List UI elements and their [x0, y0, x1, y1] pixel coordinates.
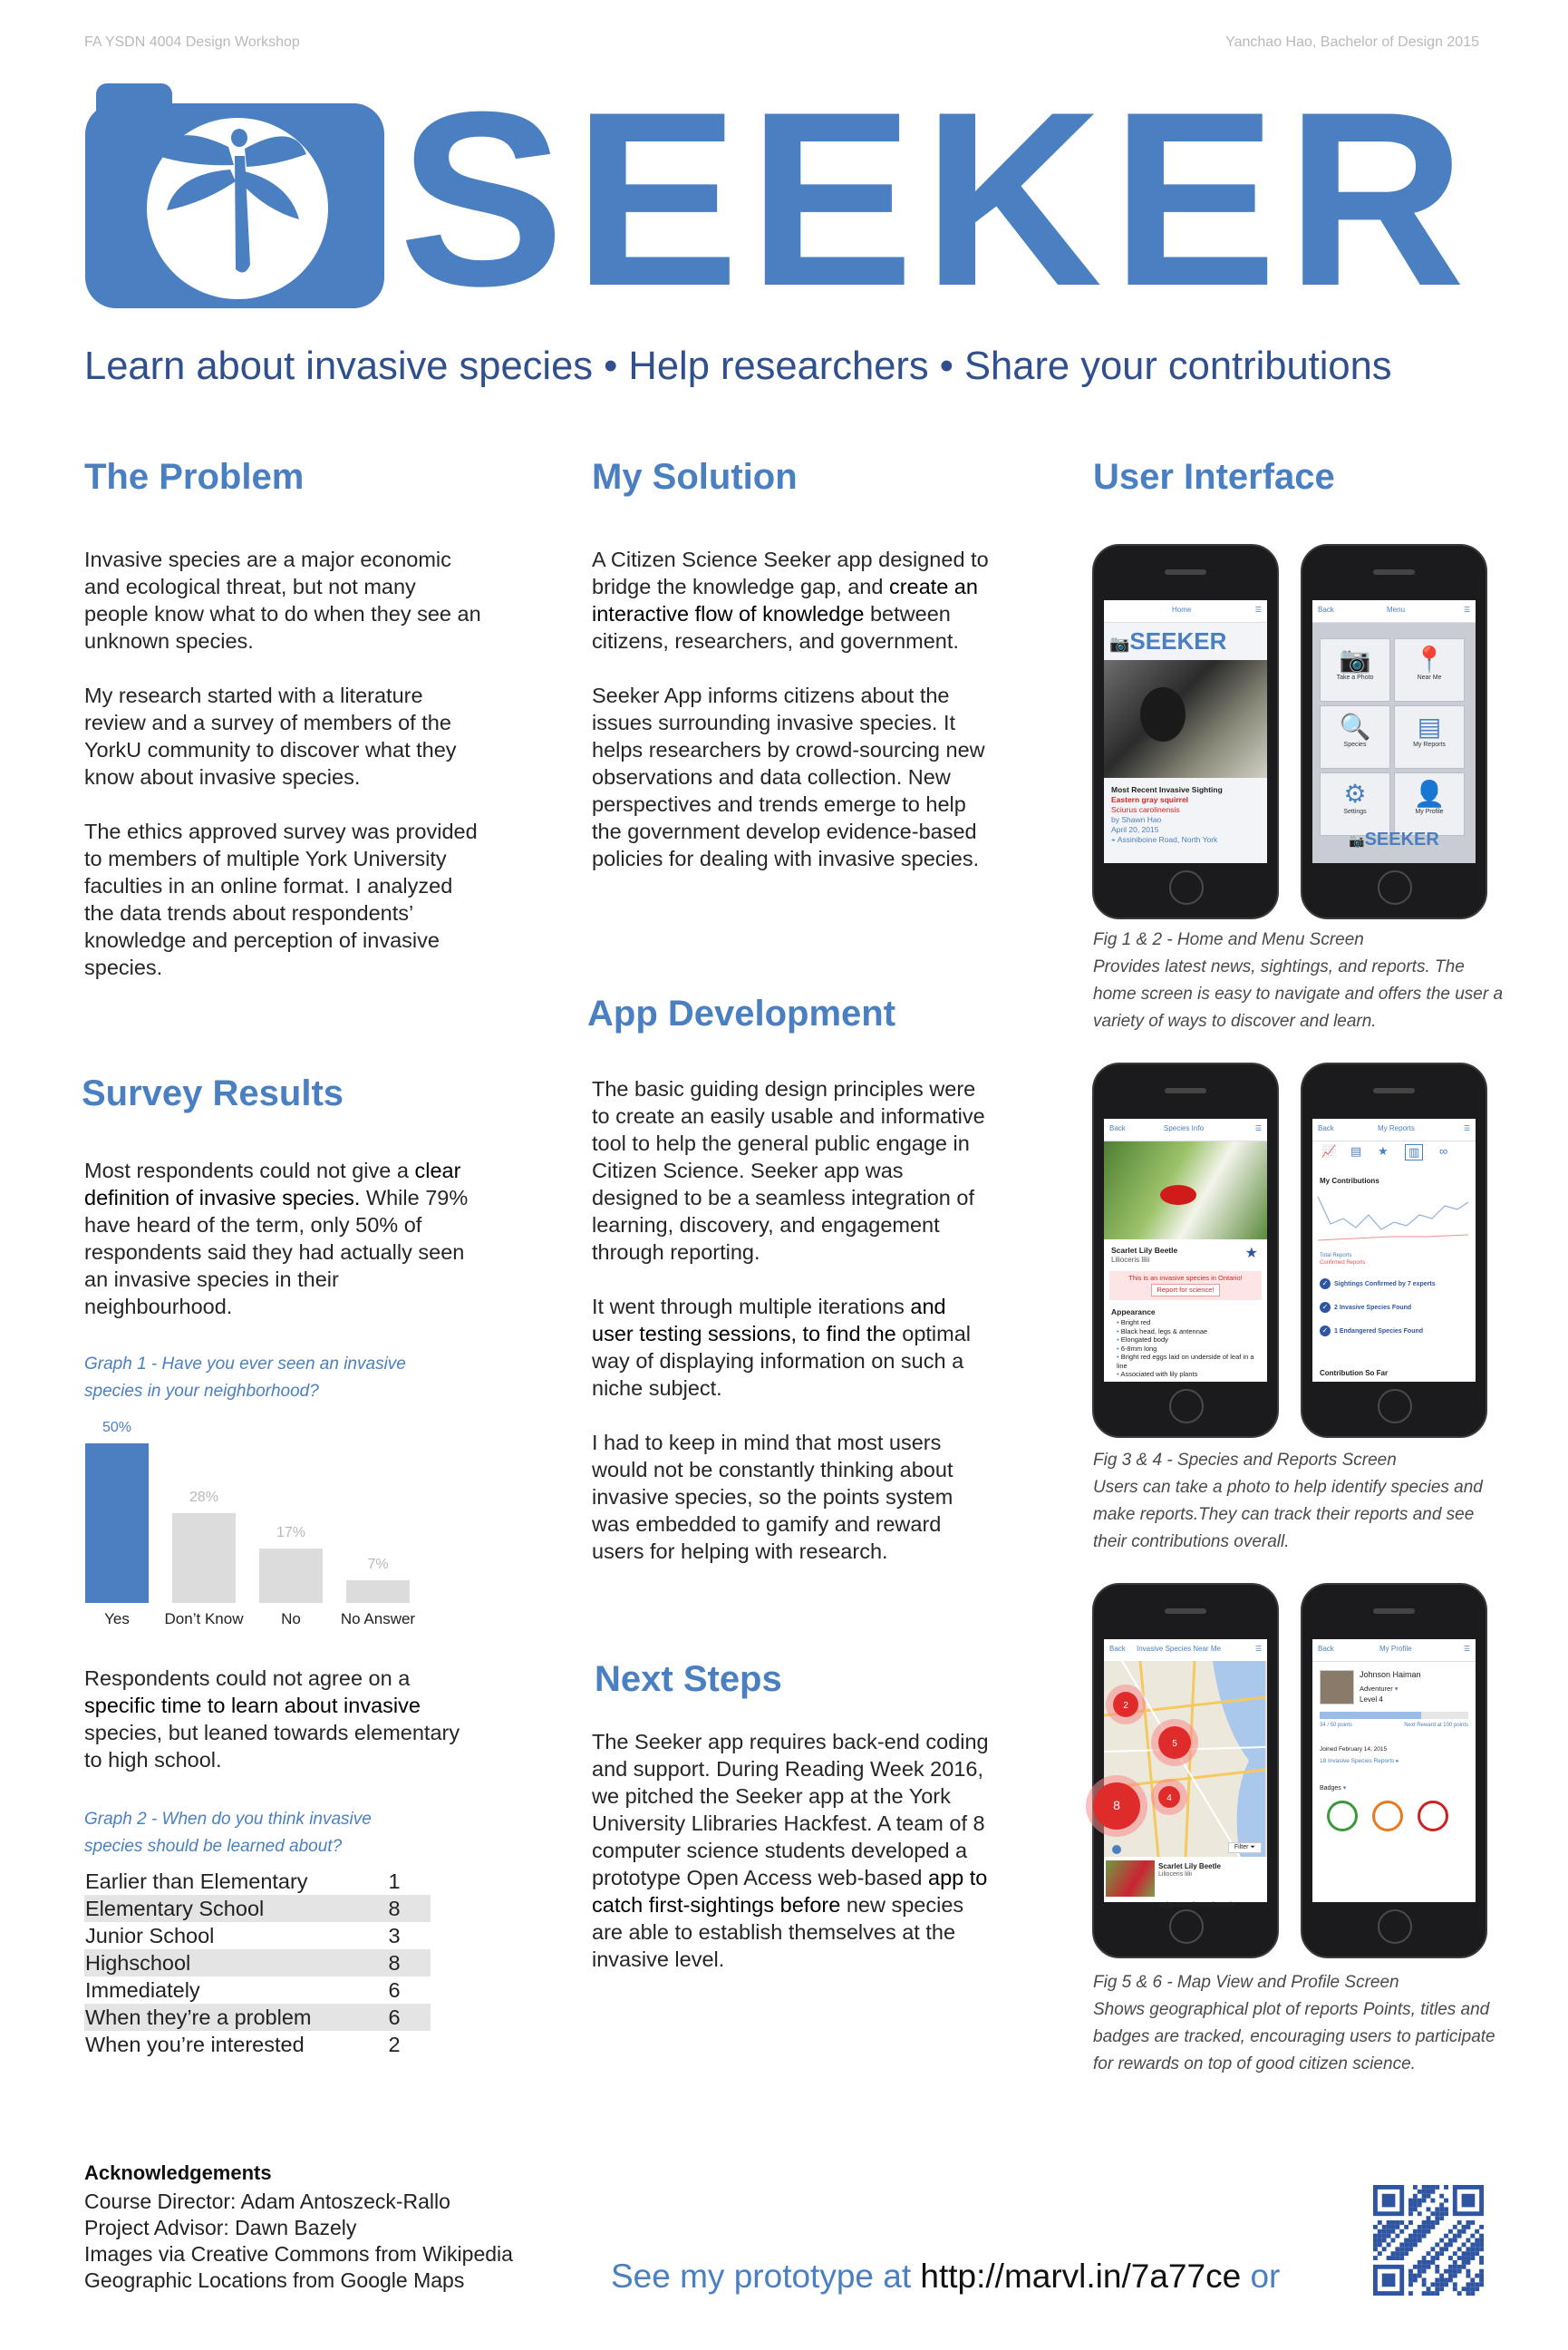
- prototype-prefix: See my prototype at: [611, 2258, 912, 2295]
- contribution-footer: Contribution So Far: [1320, 1369, 1389, 1377]
- table-row: [84, 2004, 431, 2031]
- development-emphasis: and user testing sessions, to find the: [592, 1295, 946, 1345]
- camera-logo-icon: [85, 83, 384, 308]
- development-body: [592, 1075, 991, 1592]
- list-item: • 6-8mm long: [1117, 1344, 1157, 1353]
- qr-code-icon[interactable]: [1373, 2185, 1484, 2296]
- sighting-date: April 20, 2015: [1111, 825, 1159, 834]
- development-paragraph: The basic guiding design principles were to create an easily usable and informative tool to help the general public engage in Citizen Science. Seeker app was designed to be a seamless integration of learning, discovery, and engagement through reporting.: [592, 1077, 985, 1264]
- bar-0: [85, 1443, 149, 1603]
- nav-title: My Reports: [1378, 1124, 1415, 1132]
- avatar: [1320, 1670, 1354, 1704]
- problem-body: [84, 546, 483, 1008]
- problem-paragraph: My research started with a literature review and a survey of members of the YorkU community to discover what they know about invasive species.: [84, 684, 457, 789]
- document-icon: ▤: [1417, 713, 1442, 741]
- menu-icon[interactable]: ☰: [1463, 1124, 1470, 1132]
- gear-icon: ⚙: [1343, 780, 1367, 808]
- menu-item[interactable]: [1394, 772, 1465, 836]
- nav-title: Species Info: [1164, 1124, 1205, 1132]
- bar-tab-icon[interactable]: ▥: [1405, 1144, 1423, 1160]
- row-value: 3: [388, 1924, 401, 1947]
- home-logo: 📷SEEKER: [1109, 627, 1227, 655]
- beetle-thumbnail: [1106, 1860, 1155, 1897]
- next-heading: Next Steps: [595, 1659, 782, 1699]
- ack-line: Project Advisor: Dawn Bazely: [84, 2216, 357, 2239]
- solution-paragraph: Seeker App informs citizens about the issues surrounding invasive species. It helps researchers by crowd-sourcing new observations and data collection. New perspectives and trends emerge to help the government develop evidence-based policies for dealing with invasive species.: [592, 684, 985, 870]
- list-item: • Elongated body: [1117, 1335, 1168, 1344]
- phone-home: [1092, 544, 1279, 919]
- fig56-caption: [1093, 1969, 1510, 2078]
- phone-map: [1092, 1583, 1279, 1958]
- fig56-body: Shows geographical plot of reports Points, titles and badges are tracked, encouraging users to participate for rewards on top of good citizen science.: [1093, 2000, 1495, 2073]
- home-screen: [1104, 600, 1267, 863]
- check-circle-icon: ✓: [1320, 1302, 1331, 1313]
- menu-icon[interactable]: ☰: [1254, 606, 1262, 614]
- reports-tab-bar: [1316, 1144, 1472, 1168]
- sighting-place: Assiniboine Road, North York: [1117, 835, 1218, 844]
- problem-paragraph: Invasive species are a major economic and ecological threat, but not many people know what to do when they see an unknown species.: [84, 548, 481, 653]
- table-row: [84, 1895, 431, 1922]
- star-icon[interactable]: ★: [1244, 1246, 1258, 1261]
- reports-link[interactable]: 18 Invasive Species Reports: [1320, 1758, 1395, 1764]
- species-latin: Sciurus carolinensis: [1111, 805, 1180, 814]
- menu-logo: 📷SEEKER: [1349, 830, 1439, 850]
- row-value: 8: [388, 1951, 401, 1975]
- graph2-caption: Graph 2 - When do you think invasive species should be learned about?: [84, 1810, 372, 1856]
- survey-body: [84, 1157, 483, 1347]
- solution-emphasis: create an interactive flow of knowledge: [592, 575, 978, 626]
- fig12-title: Fig 1 & 2 - Home and Menu Screen: [1093, 930, 1364, 949]
- profile-rank: Adventurer: [1360, 1685, 1393, 1693]
- tagline: Learn about invasive species • Help researchers • Share your contributions: [84, 345, 1392, 388]
- back-link[interactable]: Back: [1109, 1124, 1126, 1132]
- map-cluster-count: 4: [1166, 1793, 1172, 1803]
- achievements-list: [1320, 1278, 1470, 1349]
- menu-screen: [1312, 600, 1476, 863]
- nav-title: Menu: [1387, 606, 1406, 614]
- home-button[interactable]: [1378, 1389, 1412, 1423]
- species-name: Eastern gray squirrel: [1111, 795, 1189, 804]
- menu-icon[interactable]: ☰: [1463, 606, 1470, 614]
- graph1-chart: [73, 1414, 453, 1632]
- nav-title: My Profile: [1379, 1645, 1412, 1653]
- menu-icon[interactable]: ☰: [1254, 1645, 1262, 1653]
- home-button[interactable]: [1378, 1909, 1412, 1944]
- filter-icon: ⏷: [1250, 1844, 1255, 1850]
- map-species-name: Scarlet Lily Beetle: [1158, 1862, 1221, 1870]
- bar-category-label: Don’t Know: [164, 1610, 244, 1627]
- prototype-url[interactable]: http://marvl.in/7a77ce: [920, 2258, 1242, 2295]
- chevron-down-icon[interactable]: ▾: [1394, 1685, 1399, 1693]
- legend-total: Total Reports: [1320, 1253, 1352, 1258]
- fig34-caption: [1093, 1447, 1510, 1556]
- prototype-suffix: or: [1250, 2258, 1281, 2295]
- camera-icon: 📷: [1339, 646, 1371, 674]
- row-label: When you’re interested: [85, 2033, 305, 2056]
- phone-reports: [1301, 1063, 1487, 1438]
- solution-text: between citizens, researchers, and government.: [592, 602, 959, 653]
- nav-title: Invasive Species Near Me: [1137, 1645, 1221, 1653]
- home-button[interactable]: [1169, 1389, 1204, 1423]
- filter-button[interactable]: Filter ⏷: [1228, 1842, 1262, 1853]
- row-label: Junior School: [85, 1924, 215, 1947]
- menu-item[interactable]: [1320, 705, 1390, 769]
- row-value: 6: [388, 1978, 401, 2002]
- survey-emphasis: clear definition of invasive species.: [84, 1159, 461, 1209]
- beetle-photo: [1104, 1141, 1267, 1239]
- bar-category-label: No: [281, 1610, 301, 1627]
- list-item: • Bright red eggs laid on underside of leaf in a line: [1117, 1353, 1254, 1370]
- list-item: • Black head, legs & antennae: [1117, 1326, 1208, 1335]
- species-latin: Lilioceris lilii: [1111, 1256, 1150, 1264]
- map-species-latin: Lilioceris lilii: [1158, 1871, 1192, 1878]
- reports-screen: [1312, 1119, 1476, 1382]
- row-value: 2: [388, 2033, 401, 2056]
- profile-level: Level 4: [1360, 1695, 1383, 1704]
- survey-text: While 79% have heard of the term, only 50% of respondents said they had actually seen an invasive species in their neighbourhood.: [84, 1186, 469, 1318]
- check-circle-icon: ✓: [1320, 1326, 1331, 1336]
- list-item: ✓ Sightings Confirmed by 7 experts: [1320, 1278, 1470, 1289]
- badge-green-icon[interactable]: [1327, 1801, 1358, 1831]
- map-cluster-count: 2: [1123, 1701, 1128, 1711]
- home-button[interactable]: [1378, 870, 1412, 905]
- row-label: Earlier than Elementary: [85, 1869, 308, 1893]
- map-next-species: Asian Longhorned Beetle: [1158, 1902, 1235, 1908]
- next-body: [592, 1728, 991, 2000]
- profile-screen: Back My Profile ☰ Johnson Haiman Adventurer ▾ Level 4 34 / 50 points Next Reward at 100 points Joined February 14, 2015 18 Invasive Species Reports ▸ Badges ▾: [1312, 1639, 1476, 1902]
- survey-text: Most respondents could not give a: [84, 1159, 409, 1182]
- ack-line: Course Director: Adam Antoszeck-Rallo: [84, 2190, 450, 2213]
- species-screen: [1104, 1119, 1267, 1382]
- menu-item-label: Take a Photo: [1336, 675, 1374, 681]
- card-title: Most Recent Invasive Sighting: [1111, 785, 1223, 794]
- bar-3: [346, 1580, 410, 1603]
- fig56-title: Fig 5 & 6 - Map View and Profile Screen: [1093, 1973, 1399, 1992]
- map-screen: [1104, 1639, 1267, 1908]
- survey-heading: Survey Results: [82, 1073, 344, 1113]
- table-row: [84, 1949, 431, 1976]
- bar-value-label: 28%: [189, 1490, 219, 1505]
- points-progress: [1320, 1712, 1468, 1719]
- menu-icon[interactable]: ☰: [1463, 1645, 1470, 1653]
- star-tab-icon[interactable]: ★: [1378, 1144, 1389, 1158]
- menu-icon[interactable]: ☰: [1254, 1124, 1262, 1132]
- development-text: optimal way of displaying information on such a niche subject.: [592, 1322, 972, 1400]
- menu-item[interactable]: [1320, 638, 1390, 702]
- back-link[interactable]: Back: [1318, 1124, 1334, 1132]
- row-value: 1: [388, 1869, 401, 1893]
- menu-item-label: My Profile: [1415, 809, 1444, 815]
- row-label: When they’re a problem: [85, 2005, 312, 2029]
- list-item: • Bright red: [1117, 1318, 1151, 1326]
- table-row: [84, 1868, 431, 1895]
- appearance-heading: Appearance: [1111, 1307, 1156, 1316]
- ui-heading: User Interface: [1093, 457, 1335, 497]
- author-label: Yanchao Hao, Bachelor of Design 2015: [1225, 34, 1479, 50]
- map-cluster-count: 5: [1172, 1739, 1177, 1749]
- development-paragraph: I had to keep in mind that most users would not be constantly thinking about invasive species, so the points system was embedded to gamify and reward users for helping with research.: [592, 1431, 953, 1563]
- check-circle-icon: ✓: [1320, 1278, 1331, 1289]
- solution-text: A Citizen Science Seeker app designed to bridge the knowledge gap, and: [592, 548, 989, 598]
- pin-icon: ⌖: [1111, 835, 1116, 844]
- solution-heading: My Solution: [592, 457, 798, 497]
- badges-label: Badges: [1320, 1785, 1341, 1792]
- back-link[interactable]: Back: [1109, 1645, 1126, 1653]
- person-icon: 👤: [1413, 780, 1446, 808]
- list-item: • Associated with lily plants: [1117, 1370, 1198, 1378]
- graph1-caption: Graph 1 - Have you ever seen an invasive species in your neighborhood?: [84, 1355, 406, 1401]
- squirrel-photo: [1104, 660, 1267, 778]
- bar-category-label: No Answer: [340, 1610, 416, 1627]
- home-button[interactable]: [1169, 870, 1204, 905]
- prototype-line: [611, 2258, 1280, 2296]
- map-pin-icon: 📍: [1413, 646, 1446, 674]
- row-label: Elementary School: [85, 1897, 265, 1920]
- bar-category-label: Yes: [104, 1610, 130, 1627]
- menu-item-label: My Reports: [1413, 742, 1446, 748]
- sighting-by: by Shawn Hao: [1111, 815, 1162, 824]
- badge-orange-icon[interactable]: [1372, 1801, 1403, 1831]
- back-link[interactable]: Back: [1318, 606, 1334, 614]
- bar-value-label: 7%: [367, 1557, 389, 1572]
- menu-item-label: Settings: [1343, 809, 1367, 815]
- profile-name: Johnson Haiman: [1360, 1670, 1421, 1679]
- map-view[interactable]: [1104, 1661, 1265, 1857]
- list-item: ✓ 1 Endangered Species Found: [1320, 1326, 1470, 1336]
- survey-text: Respondents could not agree on a: [84, 1666, 411, 1690]
- development-text: It went through multiple iterations: [592, 1295, 905, 1318]
- badge-red-icon[interactable]: [1418, 1801, 1448, 1831]
- problem-heading: The Problem: [84, 457, 305, 497]
- next-text: new species are able to establish themselves at the invasive level.: [592, 1893, 964, 1971]
- menu-item[interactable]: [1394, 705, 1465, 769]
- contribution-graph: [1318, 1188, 1468, 1246]
- phone-profile: [1301, 1583, 1487, 1958]
- fig34-body: Users can take a photo to help identify species and make reports.They can track their reports and see their contributions overall.: [1093, 1478, 1483, 1551]
- ack-line: Geographic Locations from Google Maps: [84, 2268, 465, 2292]
- next-emphasis: app to catch first-sightings before: [592, 1866, 988, 1917]
- menu-item[interactable]: [1320, 772, 1390, 836]
- ack-line: Images via Creative Commons from Wikipedia: [84, 2242, 513, 2266]
- report-button[interactable]: Report for science!: [1151, 1284, 1221, 1296]
- document-tab-icon[interactable]: ▤: [1350, 1144, 1362, 1158]
- menu-item[interactable]: [1394, 638, 1465, 702]
- list-item: ✓ 2 Invasive Species Found: [1320, 1302, 1470, 1313]
- course-label: FA YSDN 4004 Design Workshop: [84, 34, 300, 50]
- bar-value-label: 50%: [102, 1420, 132, 1435]
- camera-icon: 📷: [1349, 833, 1365, 848]
- phone-species: [1092, 1063, 1279, 1438]
- ack-heading: Acknowledgements: [84, 2161, 272, 2184]
- survey-body-2: [84, 1665, 483, 1801]
- chart-tab-icon[interactable]: 📈: [1321, 1144, 1337, 1158]
- legend-confirmed: Confirmed Reports: [1320, 1260, 1366, 1266]
- home-button[interactable]: [1169, 1909, 1204, 1944]
- ack-list: [84, 2189, 513, 2294]
- chevron-down-icon[interactable]: ▾: [1342, 1785, 1347, 1792]
- back-link[interactable]: Back: [1318, 1645, 1334, 1653]
- fig34-title: Fig 3 & 4 - Species and Reports Screen: [1093, 1451, 1397, 1470]
- binoculars-tab-icon[interactable]: ∞: [1439, 1144, 1448, 1158]
- survey-emphasis: specific time to learn about invasive: [84, 1694, 421, 1717]
- survey-text: species, but leaned towards elementary to high school.: [84, 1721, 460, 1772]
- invasive-alert: This is an invasive species in Ontario! Report for science!: [1109, 1271, 1262, 1300]
- row-value: 8: [388, 1897, 401, 1920]
- points-text: 34 / 50 points: [1320, 1723, 1353, 1728]
- menu-item-label: Species: [1343, 742, 1367, 748]
- map-cluster-count: 8: [1113, 1798, 1120, 1812]
- problem-paragraph: The ethics approved survey was provided to members of multiple York University faculties in an online format. I analyzed the data trends about respondents’ knowledge and perception of invasive species.: [84, 820, 478, 979]
- row-label: Immediately: [85, 1978, 200, 2002]
- table-row: [84, 1976, 431, 2004]
- joined-text: Joined February 14, 2015: [1320, 1746, 1388, 1753]
- bar-value-label: 17%: [276, 1525, 306, 1540]
- nav-title: Home: [1172, 606, 1192, 614]
- bar-1: [172, 1513, 236, 1603]
- next-text: The Seeker app requires back-end coding and support. During Reading Week 2016, we pitched the Seeker app at the York University Llibraries Hackfest. A team of 8 computer science students developed a prototype Open Access web-based: [592, 1730, 989, 1889]
- brand-title: SEEKER: [399, 61, 1475, 338]
- phone-menu: [1301, 544, 1487, 919]
- bar-2: [259, 1549, 323, 1603]
- fig12-body: Provides latest news, sightings, and reports. The home screen is easy to navigate and offers the user a variety of ways to discover and learn.: [1093, 957, 1504, 1031]
- row-label: Highschool: [85, 1951, 191, 1975]
- table-row: [84, 2031, 431, 2058]
- row-value: 6: [388, 2005, 401, 2029]
- development-heading: App Development: [587, 994, 896, 1034]
- fig12-caption: [1093, 927, 1510, 1035]
- search-icon: 🔍: [1339, 713, 1371, 741]
- camera-icon: 📷: [1109, 635, 1130, 653]
- menu-item-label: Near Me: [1417, 675, 1442, 681]
- traits-list: [1117, 1318, 1262, 1379]
- table-row: [84, 1922, 431, 1949]
- solution-body: [592, 546, 991, 899]
- next-reward-text: Next Reward at 100 points: [1404, 1723, 1468, 1728]
- contributions-heading: My Contributions: [1320, 1177, 1379, 1185]
- species-name: Scarlet Lily Beetle: [1111, 1246, 1178, 1255]
